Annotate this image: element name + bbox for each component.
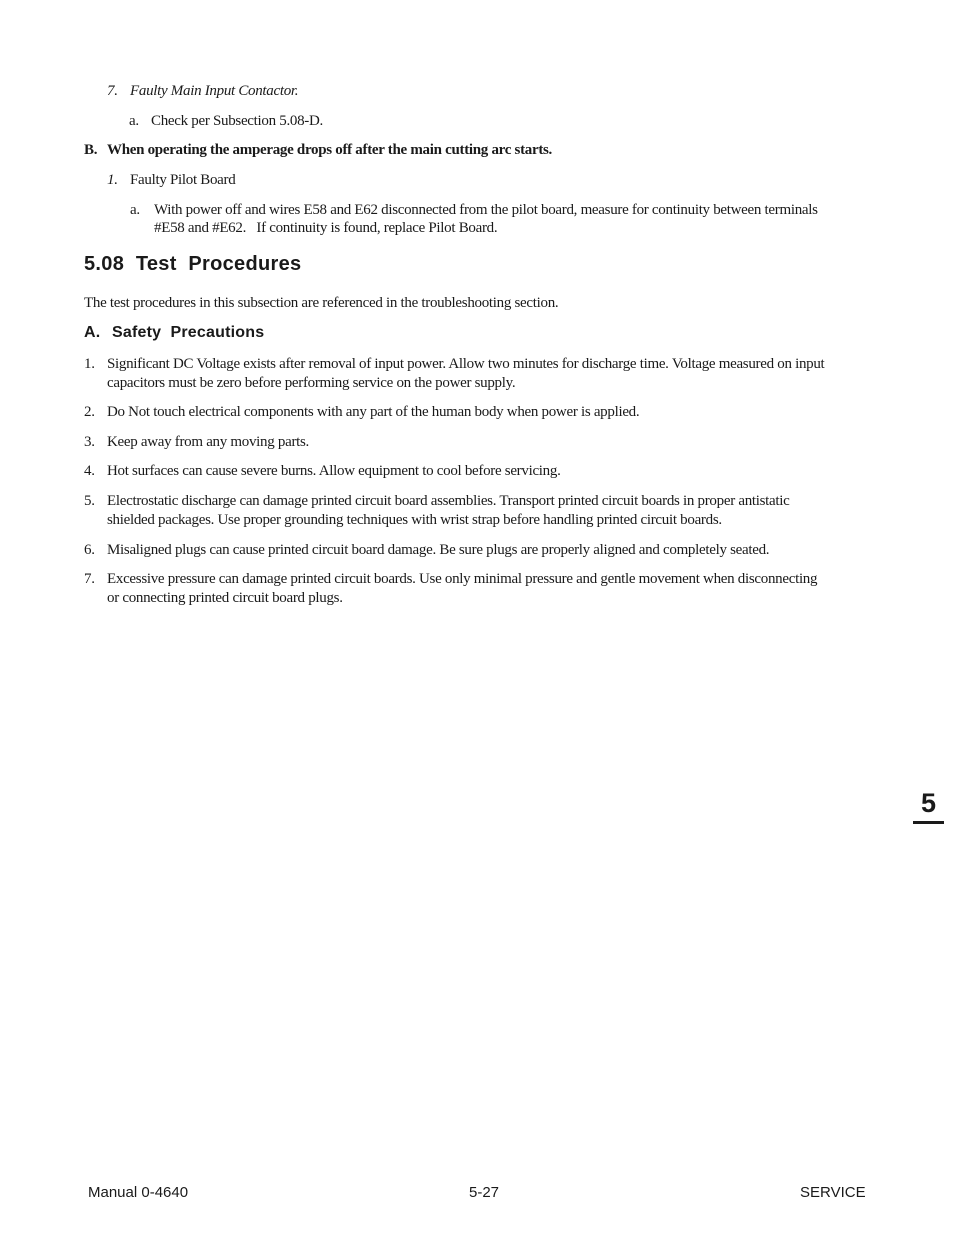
list-item-text: Faulty Pilot Board [130,172,236,188]
footer-manual-number: Manual 0-4640 [88,1184,189,1201]
sub-item-text-line: With power off and wires E58 and E62 disconnected from the pilot board, measure for continuity between terminals [154,202,818,218]
list-item-number: 3. [84,434,95,450]
list-item-number: 1. [107,172,118,188]
list-item-number: 7. [84,571,95,587]
list-item-line: Keep away from any moving parts. [107,434,310,450]
list-item-line: Misaligned plugs can cause printed circuit board damage. Be sure plugs are properly aligned and completely seated. [107,542,770,558]
list-item-number: 6. [84,542,95,558]
list-item-line: Do Not touch electrical components with any part of the human body when power is applied. [107,404,640,420]
sub-item-text: Check per Subsection 5.08-D. [151,113,323,129]
sub-item-letter: a. [129,113,139,129]
footer-section-name: SERVICE [800,1184,866,1201]
list-item-line: shielded packages. Use proper grounding techniques with wrist strap before handling printed circuit boards. [107,512,722,528]
sub-item-letter: a. [130,202,140,218]
sub-item-text-line: #E58 and #E62. If continuity is found, replace Pilot Board. [154,220,498,236]
chapter-tab: 5 [913,786,944,824]
section-title: When operating the amperage drops off after the main cutting arc starts. [107,142,553,158]
section-heading: 5.08 Test Procedures [84,253,302,275]
footer-page-number: 5-27 [469,1184,500,1201]
list-item-number: 4. [84,463,95,479]
list-item-line: Electrostatic discharge can damage printed circuit board assemblies. Transport printed circuit boards in proper antistatic [107,493,790,509]
subsection-letter: A. [84,324,101,341]
list-item-line: Excessive pressure can damage printed circuit boards. Use only minimal pressure and gentle movement when disconnecting [107,571,818,587]
list-item-line: Significant DC Voltage exists after removal of input power. Allow two minutes for discharge time. Voltage measured on input [107,356,825,372]
section-letter: B. [84,142,98,158]
list-item-line: Hot surfaces can cause severe burns. Allow equipment to cool before servicing. [107,463,561,479]
list-item-number: 5. [84,493,95,509]
list-item-line: or connecting printed circuit board plugs. [107,590,343,606]
list-item-text: Faulty Main Input Contactor. [130,83,299,99]
list-item-line: capacitors must be zero before performing service on the power supply. [107,375,516,391]
list-item-number: 2. [84,404,95,420]
intro-paragraph: The test procedures in this subsection are referenced in the troubleshooting section. [84,295,559,311]
list-item-number: 1. [84,356,95,372]
list-item-number: 7. [107,83,118,99]
subsection-title: Safety Precautions [112,324,265,341]
